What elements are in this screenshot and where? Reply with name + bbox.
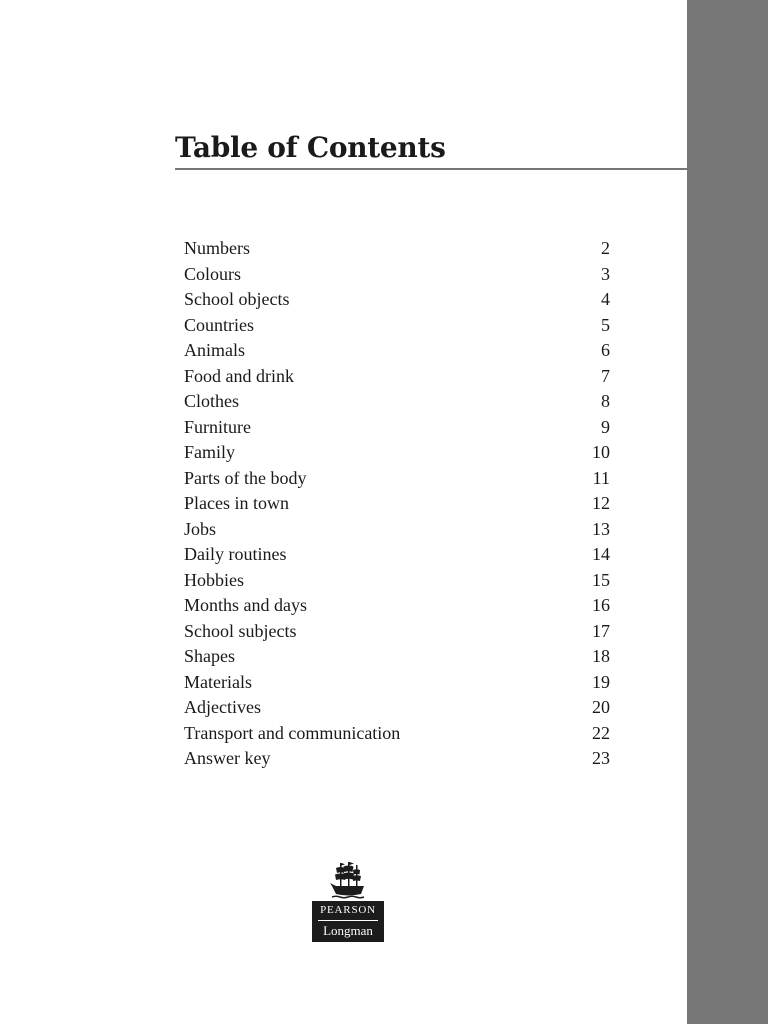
toc-entry xyxy=(184,389,610,415)
logo-wordmark-pearson: PEARSON xyxy=(320,904,376,916)
toc-entry-page-number: 5 xyxy=(601,314,610,335)
page-title: Table of Contents xyxy=(175,131,446,164)
toc-entry-page-number: 17 xyxy=(592,620,610,641)
toc-entry-page-number: 20 xyxy=(592,697,610,717)
toc-entry-label: School objects xyxy=(184,289,290,309)
toc-entry-label: Jobs xyxy=(184,518,217,539)
toc-entry-label: Answer key xyxy=(184,748,271,768)
toc-entry-label: Colours xyxy=(184,263,242,284)
toc-entry-page-number: 10 xyxy=(592,442,610,462)
toc-entry-label: Food and drink xyxy=(184,365,294,386)
toc-entry-page-number: 19 xyxy=(592,671,610,692)
ship-icon xyxy=(330,862,366,900)
toc-entry-page-number: 6 xyxy=(601,340,610,360)
toc-entry-page-number: 18 xyxy=(592,646,610,666)
toc-entry-label: Hobbies xyxy=(184,569,244,590)
toc-entry xyxy=(184,364,610,390)
toc-entry xyxy=(184,670,610,696)
side-band xyxy=(687,0,768,1024)
logo-divider xyxy=(318,920,378,921)
toc-entry-label: Materials xyxy=(184,671,252,692)
toc-entry-page-number: 22 xyxy=(592,722,610,743)
toc-entry-page-number: 13 xyxy=(592,518,610,539)
publisher-logo xyxy=(312,862,384,942)
toc-entry-label: Countries xyxy=(184,314,254,335)
toc-entry xyxy=(184,644,610,670)
toc-entry-page-number: 4 xyxy=(601,289,610,309)
toc-entry-label: Places in town xyxy=(184,493,289,513)
toc-entry-page-number: 2 xyxy=(601,238,610,258)
toc-entry-page-number: 12 xyxy=(592,493,610,513)
toc-entry xyxy=(184,338,610,364)
toc-entry-label: Parts of the body xyxy=(184,467,307,488)
toc-entry-label: Clothes xyxy=(184,391,240,411)
toc-entry xyxy=(184,568,610,594)
toc-entry xyxy=(184,287,610,313)
toc-entry-label: School subjects xyxy=(184,620,297,641)
toc-entry-page-number: 11 xyxy=(592,467,610,488)
toc-entry-page-number: 23 xyxy=(592,748,610,768)
toc-entry-page-number: 3 xyxy=(601,263,610,284)
toc-entry-page-number: 9 xyxy=(601,416,610,437)
toc-entry xyxy=(184,517,610,543)
toc-entry-page-number: 16 xyxy=(592,595,610,615)
toc-entry-label: Transport and communication xyxy=(184,722,401,743)
toc-entry-label: Adjectives xyxy=(184,697,261,717)
toc-entry xyxy=(184,721,610,747)
toc-entry-label: Shapes xyxy=(184,646,235,666)
toc-entry xyxy=(184,313,610,339)
toc-entry-label: Months and days xyxy=(184,595,307,615)
toc-entry xyxy=(184,542,610,568)
toc-entry xyxy=(184,593,610,619)
toc-entry xyxy=(184,415,610,441)
toc-entry xyxy=(184,491,610,517)
toc-entry-label: Numbers xyxy=(184,238,250,258)
toc-entry-page-number: 7 xyxy=(601,365,610,386)
toc-entry xyxy=(184,619,610,645)
toc-entry xyxy=(184,466,610,492)
toc-entry xyxy=(184,695,610,721)
toc-entry-page-number: 15 xyxy=(592,569,610,590)
toc-entry xyxy=(184,236,610,262)
toc-entry-page-number: 14 xyxy=(592,544,610,564)
logo-wordmark-longman: Longman xyxy=(323,923,373,938)
toc-entry xyxy=(184,262,610,288)
toc-entry-label: Animals xyxy=(184,340,245,360)
toc-entry-label: Furniture xyxy=(184,416,251,437)
toc-entry xyxy=(184,440,610,466)
toc-entry xyxy=(184,746,610,772)
title-underline xyxy=(175,168,687,170)
toc-entry-label: Daily routines xyxy=(184,544,287,564)
toc-entry-label: Family xyxy=(184,442,236,462)
toc-entry-page-number: 8 xyxy=(601,391,610,411)
table-of-contents xyxy=(184,236,610,772)
